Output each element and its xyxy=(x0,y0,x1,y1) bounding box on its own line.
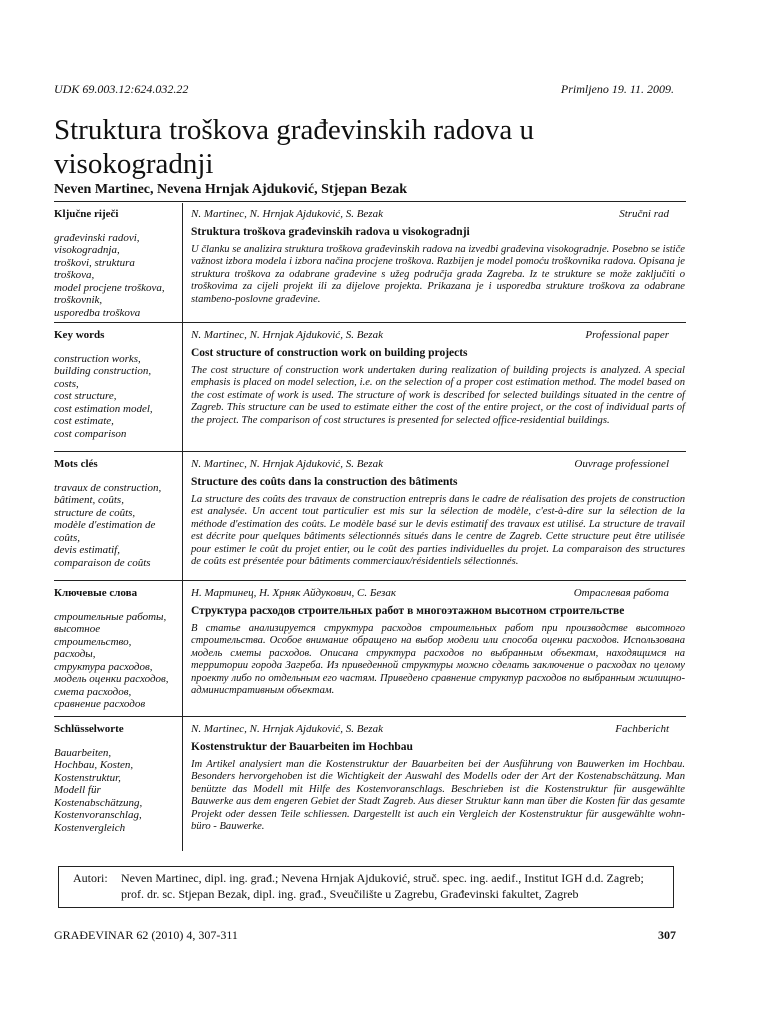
paper-type: Отраслевая работа xyxy=(573,587,669,599)
paper-authors: Neven Martinec, Nevena Hrnjak Ajduković, Stjepan Bezak xyxy=(54,182,408,197)
abstract-column xyxy=(191,723,685,833)
keyword-item: devis estimatif, xyxy=(54,544,120,556)
keyword-item: visokogradnja, xyxy=(54,244,120,256)
keyword-item: cost estimate, xyxy=(54,415,114,427)
page-footer xyxy=(54,928,686,944)
keyword-item: cost comparison xyxy=(54,427,127,440)
keyword-item: Kostenvergleich xyxy=(54,821,126,834)
keyword-item: troškova, xyxy=(54,269,95,281)
abstract-column xyxy=(191,587,685,697)
keywords-heading: Ključne riječi xyxy=(54,208,119,220)
keyword-item: высотное xyxy=(54,623,101,635)
keywords-heading: Mots clés xyxy=(54,458,98,470)
keyword-item: Kostenstruktur, xyxy=(54,771,121,784)
received-date: Primljeno 19. 11. 2009. xyxy=(560,82,674,96)
keywords-list xyxy=(54,611,182,711)
keyword-item: строительные работы, xyxy=(54,610,167,623)
abstract-text: The cost structure of construction work undertaken during realization of building projects is analyzed. A special emphasis is placed on model selection, i.e. on the selection of a proper cost estimation method. The model based on the cost estimate of work is used. The structure of work is described for selected buildings situated in the centre of Zagreb. This structure can be used to estimate either the cost of the entire project, or the cost of individual parts of the project. The comparison of cost structures is presented for selected office-residential buildings. xyxy=(191,365,685,426)
abstract-text: La structure des coûts des travaux de construction entrepris dans le cadre de réalisation des projets de construction est analysée. Un accent tout particulier est mis sur la sélection de modèle, c'est-à-dire sur la sélection de la méthode d'estimation des coûts. Le modèle basé sur le devis estimatif des travaux est utilisé. La structure de travail est décrite pour quelques bâtiments sélectionnés situés dans le centre de Zagreb. Cette structure peut être utilisée pour estimer le coût du projet entier, ou le coût des parties individuelles du projet. La comparaison des structures de coûts est présentée pour bâtiments commerciaux/résidentiels sélectionnés. xyxy=(191,494,685,568)
abstract-meta xyxy=(191,208,685,222)
keyword-item: cost estimation model, xyxy=(54,402,153,415)
keyword-item: модель оценки расходов, xyxy=(54,673,169,685)
abstract-title: Cost structure of construction work on building projects xyxy=(191,347,468,359)
keyword-item: расходы, xyxy=(54,648,96,660)
keyword-item: usporedba troškova xyxy=(54,306,141,319)
keywords-heading: Schlüsselworte xyxy=(54,723,124,735)
keyword-item: građevinski radovi, xyxy=(54,231,140,244)
abstract-title: Kostenstruktur der Bauarbeiten im Hochbau xyxy=(191,741,413,753)
abstract-authors: N. Martinec, N. Hrnjak Ajduković, S. Bezak xyxy=(191,723,383,735)
author-affiliation-box xyxy=(58,866,674,908)
keywords-column xyxy=(54,458,182,569)
keyword-item: modèle d'estimation de xyxy=(54,519,156,531)
paper-type: Fachbericht xyxy=(615,723,669,735)
abstract-authors: N. Martinec, N. Hrnjak Ajduković, S. Bezak xyxy=(191,208,383,220)
keywords-column xyxy=(54,587,182,711)
keywords-heading: Key words xyxy=(54,329,105,341)
keywords-list xyxy=(54,353,182,441)
abstract-text: Im Artikel analysiert man die Kostenstruktur der Bauarbeiten bei der Ausführung von Bauwerken im Hochbau. Besonders hervorgehoben ist die Wichtigkeit der Auswahl des Modells oder der Art der Kostenabschätzung. Man benützte das Modell mit Hilfe des Kostenvoranschlags. Beschrieben ist die Kostenstruktur für ausgewählte Bauwerke aus dem engeren Gebiet der Stadt Zagreb. Aus dieser Struktur kann man über die Kosten für das gesamte Projekt oder dessen Teile schliessen. Dargestellt ist auch ein Vergleich der Kostenstruktur für ausgewählte wohn-büro - Bauwerke. xyxy=(191,759,685,833)
keyword-item: Hochbau, Kosten, xyxy=(54,759,134,771)
abstract-meta xyxy=(191,723,685,737)
abstract-meta xyxy=(191,458,685,472)
keyword-item: строительство, xyxy=(54,635,132,648)
section-divider xyxy=(54,451,686,452)
abstract-authors: Н. Мартинец, Н. Хрняк Айдукович, С. Безак xyxy=(191,587,396,599)
keywords-list xyxy=(54,482,182,570)
paper-title: Struktura troškova građevinskih radova u visokogradnji xyxy=(54,114,535,180)
abstract-text: U članku se analizira struktura troškova građevinskih radova na izvedbi građevina visokogradnje. Posebno se ističe važnost izbora modela i izbora načina procjene troškova. Razbijen je model pomoću troškovnika radova. Opisana je struktura troškova za odabrane građevine s užeg područja grada Zagreba. Iz te strukture se može zaključiti o troškovima za cijeli projekt ili za dijelove projekta. Prikazana je i usporedba strukture troškova za odabrane stambeno-poslovne građevine. xyxy=(191,244,685,305)
paper-type: Ouvrage professionel xyxy=(574,458,669,470)
keyword-item: Kostenabschätzung, xyxy=(54,796,143,809)
header-divider xyxy=(54,201,686,202)
keyword-item: структура расходов, xyxy=(54,660,153,673)
section-divider xyxy=(54,580,686,581)
keyword-item: Modell für xyxy=(54,784,101,796)
abstract-column xyxy=(191,208,685,306)
keyword-item: сравнение расходов xyxy=(54,698,146,710)
journal-citation: GRAĐEVINAR 62 (2010) 4, 307-311 xyxy=(54,928,238,942)
section-divider xyxy=(54,716,686,717)
author-affiliations: Neven Martinec, dipl. ing. građ.; Nevena Hrnjak Ajduković, struč. spec. ing. aedif., Institut IGH d.d. Zagreb; prof. dr. sc. Stjepan Bezak, dipl. ing. građ., Sveučilište u Zagrebu, Građevinski fakultet, Zagreb xyxy=(121,871,644,901)
section-divider xyxy=(54,322,686,323)
keywords-column xyxy=(54,329,182,440)
keywords-list xyxy=(54,232,182,320)
abstract-title: Structure des coûts dans la construction des bâtiments xyxy=(191,476,458,488)
keyword-item: construction works, xyxy=(54,352,141,365)
abstract-column xyxy=(191,329,685,427)
keywords-column xyxy=(54,208,182,319)
keyword-item: coûts, xyxy=(54,531,80,544)
author-box-label: Autori: xyxy=(73,871,108,885)
keyword-item: cost structure, xyxy=(54,390,117,402)
keywords-column xyxy=(54,723,182,834)
keyword-item: structure de coûts, xyxy=(54,506,136,519)
abstract-column xyxy=(191,458,685,568)
keyword-item: comparaison de coûts xyxy=(54,556,151,569)
keyword-item: travaux de construction, xyxy=(54,481,162,494)
udk-code: UDK 69.003.12:624.032.22 xyxy=(54,82,189,96)
keyword-item: costs, xyxy=(54,377,79,390)
abstract-text: В статье анализируется структура расходов строительных работ при производстве высотного строительства. Особое внимание обращено на выбор модели или способа оценки расходов. Использована модель сметы расходов. Описана структура расходов по выбранным объектам, находящимся на территории города Загреба. Из приведенной структуры можно сделать заключение о расходах по целому проекту либо по отдельным его частям. Приведено сравнение структур расходов по выбранным жилищно-административным объектам. xyxy=(191,623,685,697)
abstract-title: Struktura troškova građevinskih radova u visokogradnji xyxy=(191,226,470,238)
keyword-item: building construction, xyxy=(54,365,152,377)
abstract-title: Структура расходов строительных работ в многоэтажном высотном строительстве xyxy=(191,605,625,617)
keywords-heading: Ключевые слова xyxy=(54,587,138,599)
keyword-item: model procjene troškova, xyxy=(54,281,165,294)
abstract-meta xyxy=(191,329,685,343)
paper-type: Stručni rad xyxy=(619,208,669,220)
abstract-meta xyxy=(191,587,685,601)
abstract-authors: N. Martinec, N. Hrnjak Ajduković, S. Bezak xyxy=(191,329,383,341)
column-divider xyxy=(182,203,183,851)
keyword-item: troškovnik, xyxy=(54,294,103,306)
keyword-item: Kostenvoranschlag, xyxy=(54,809,142,821)
keywords-list xyxy=(54,747,182,835)
keyword-item: troškovi, struktura xyxy=(54,256,135,269)
keyword-item: Bauarbeiten, xyxy=(54,746,112,759)
paper-type: Professional paper xyxy=(585,329,669,341)
keyword-item: смета расходов, xyxy=(54,685,132,698)
page-number: 307 xyxy=(658,928,676,942)
abstract-authors: N. Martinec, N. Hrnjak Ajduković, S. Bezak xyxy=(191,458,383,470)
keyword-item: bâtiment, coûts, xyxy=(54,494,124,506)
header-meta xyxy=(54,82,674,98)
